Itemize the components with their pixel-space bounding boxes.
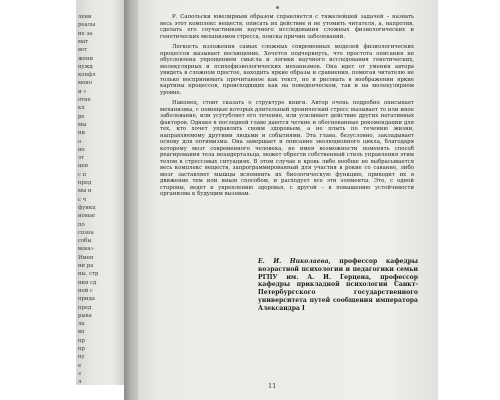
- left-page-line: ре: [78, 113, 85, 120]
- paragraph-1: Р. Сапольски ювелирным образом справляется с тяжелейшей задачей – назвать весь этот комплекс веществ, описать их действие и не утомить читателя, а, напротив, сделать его соучастником научного исследования сложных физиологических и генетических механизмов стресса, поиска причин заболеваний.: [160, 14, 414, 40]
- left-page-line: мы н: [78, 188, 92, 195]
- page-mark: [276, 6, 279, 9]
- left-page-line: функц: [78, 204, 96, 211]
- left-page: [76, 0, 128, 385]
- signature-block: [258, 258, 418, 313]
- left-page-line: пр: [78, 346, 85, 352]
- left-page-line: вп: [78, 329, 85, 336]
- page-number: 11: [268, 382, 277, 390]
- left-page-line: мат: [78, 38, 89, 45]
- left-page-line: рыва: [78, 312, 92, 319]
- left-page-line: з: [78, 370, 81, 377]
- left-page-line: ни ра: [78, 263, 94, 269]
- right-page: [138, 0, 438, 400]
- paragraph-3: Наконец, стоит сказать о структуре книги. Автор очень подробно описывает механизмы, с помощью которых длительный хронический стресс вызывает то или иное заболевание, или усугубляет его течение, или усиливает действие других негативных факторов. Однако в последней главе даются четкие и обоснованные рекомендации для тех, кто хочет управлять своим здоровьем, а не плыть по течению жизни, направляемому другими людьми и событиями. Эта глава, безусловно, закладывает основу для оптимизма. Она завершает и описание эволюционного цикла, благодаря которому мозг современного человека, не имея возможности поменять способ реагирования тела неандертальца, может обрести собственный стиль управления этим телом в стрессовых ситуациях. В этом случае в кровь либо вообще не выбрасывается весь комплекс веществ, запрограммированный для участия в рокие со саваннe, либо мозг заставляет мышцы вспомнить их биологическую функцию, приводит их в движение тем или иным способом, и расходует все эти элементы. Это, с одной стороны, ведет к укреплению здоровья, с другой – к повышению устойчивости организма к будущим вызовам.: [160, 100, 414, 197]
- left-page-line: не за: [78, 30, 93, 37]
- left-page-line: отне: [78, 97, 91, 103]
- left-page-line: нужд: [78, 63, 93, 70]
- left-page-line: по: [78, 221, 85, 228]
- left-page-line: пр: [78, 337, 85, 344]
- left-page-line: созна: [78, 229, 94, 236]
- main-text: [160, 14, 414, 198]
- left-page-line: реалы: [78, 22, 96, 29]
- left-page-line: л: [78, 379, 82, 385]
- paragraph-2: Легкость изложения самых сложных современных моделей физиологических процессов вызывает восхищение. Хочется подчеркнуть, что простота описания не обусловлена упрощением смысла и логики научного исследования генетических, молекулярных и психофизиологических механизмов. Она идет от умения автора увидеть в сложном простое, находить яркие образы и сравнения, помогая читателю не только воспринимать прочитанное как текст, но и рисовать в воображении яркие картины процессов, происходящих как на поведенческом, так и на молекулярном уровне.: [160, 44, 414, 96]
- signature-author: Е. И. Николаева,: [258, 258, 331, 265]
- left-page-line: но: [78, 146, 85, 153]
- left-page-line: века»: [78, 246, 94, 253]
- left-page-line: ла: [78, 321, 85, 328]
- left-page-line: Имен: [78, 254, 94, 261]
- left-page-line: конфл: [78, 72, 96, 79]
- left-page-line: и «: [78, 88, 87, 95]
- left-page-line: с ч: [78, 196, 87, 203]
- left-page-line: ной с: [78, 287, 93, 294]
- left-page-line: эт: [78, 155, 84, 162]
- signature-affiliation: профессор кафедры возрастной психологии и педагогики семьи РГПУ им. А. И. Герцена, профессор кафедры прикладной психологии Санкт-Петербургского государственного университета путей сообщения императора Александра I: [258, 258, 418, 312]
- left-page-line: цен: [78, 163, 89, 170]
- left-page-line: жени: [78, 55, 94, 62]
- left-page-line: вет: [78, 47, 88, 54]
- left-page-line: пу: [78, 354, 85, 361]
- left-page-line: моно: [78, 80, 93, 87]
- left-page-line: лени: [78, 14, 92, 20]
- left-page-line: пред: [78, 180, 92, 186]
- left-page-line: ны, стр: [78, 271, 99, 278]
- left-page-line: собы: [78, 238, 92, 245]
- left-page-line: прида: [78, 296, 95, 303]
- left-page-line: ния сд: [78, 279, 97, 286]
- left-page-line: кл: [78, 105, 85, 112]
- left-page-line: мы: [78, 121, 87, 128]
- left-page-line: е: [78, 362, 82, 369]
- left-page-line: с п: [78, 171, 87, 178]
- left-page-line: новые: [78, 213, 96, 220]
- left-page-line: о: [78, 138, 82, 145]
- left-page-line: пред: [78, 304, 92, 311]
- left-page-line: ни: [78, 130, 86, 137]
